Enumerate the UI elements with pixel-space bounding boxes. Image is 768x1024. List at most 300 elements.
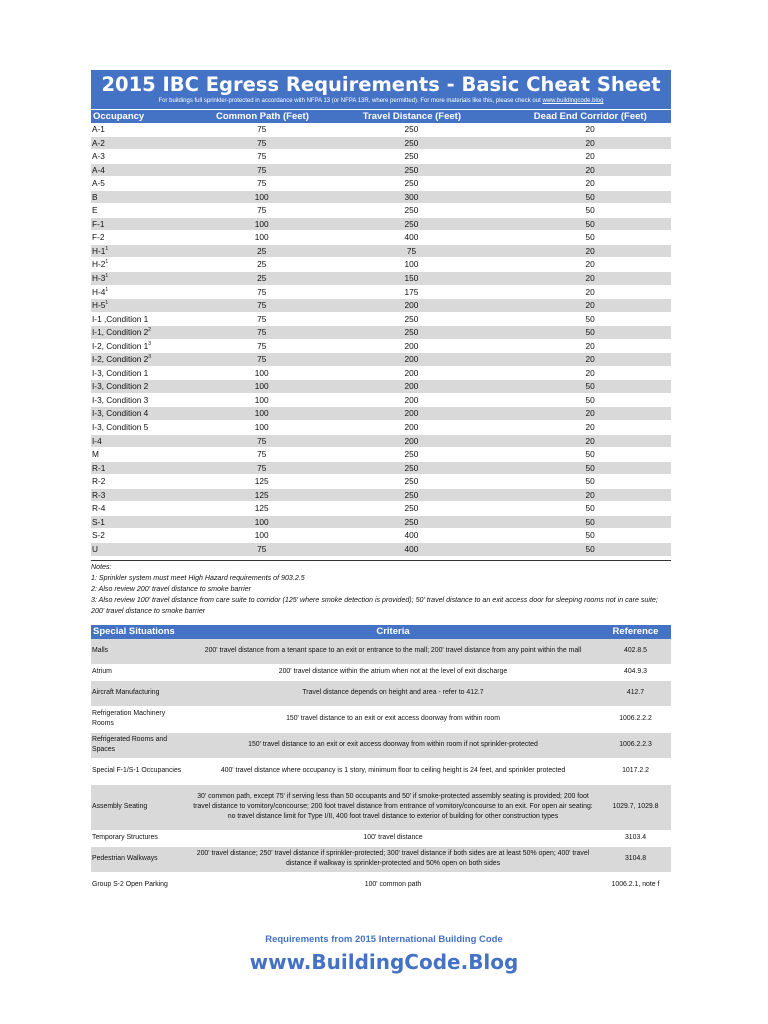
common-path-cell [210, 231, 314, 244]
dead-end-cell-text: 20 [585, 300, 595, 311]
occupancy-cell-text: F-1 [92, 218, 105, 229]
travel-distance-cell-text: 250 [404, 178, 419, 189]
table-row [91, 191, 671, 205]
occupancy-cell-text: H-1 [92, 245, 106, 256]
special-table-body [91, 639, 671, 899]
footer-source: Requirements from 2015 International Building Code [265, 934, 503, 945]
occupancy-cell [91, 529, 210, 542]
special-row [91, 831, 671, 847]
dead-end-cell-text: 50 [585, 381, 595, 392]
common-path-cell-text: 75 [257, 137, 267, 148]
dead-end-cell [509, 204, 671, 217]
common-path-cell [210, 448, 314, 461]
common-path-cell-text: 75 [257, 124, 267, 134]
common-path-cell [210, 245, 314, 258]
common-path-cell [210, 123, 314, 136]
dead-end-cell-text: 50 [585, 205, 595, 216]
dead-end-cell-text: 20 [585, 178, 595, 189]
travel-distance-cell-text: 175 [404, 286, 419, 297]
dead-end-cell-text: 20 [585, 273, 595, 284]
table-row [91, 489, 671, 503]
title-bar [91, 70, 671, 109]
dead-end-cell-text: 20 [585, 367, 595, 378]
dead-end-cell [509, 502, 671, 515]
dead-end-cell [509, 272, 671, 285]
common-path-cell [210, 421, 314, 434]
situation-cell: Assembly Seating [92, 803, 148, 810]
occupancy-cell-text: I-3, Condition 2 [92, 381, 149, 392]
dead-end-cell-text: 20 [585, 408, 595, 419]
travel-distance-cell-text: 250 [404, 516, 419, 527]
dead-end-cell-text: 50 [585, 503, 595, 514]
dead-end-cell-text: 20 [585, 340, 595, 351]
travel-distance-cell-text: 250 [404, 137, 419, 148]
travel-distance-cell [314, 529, 510, 542]
occupancy-cell [91, 407, 210, 420]
table-row [91, 286, 671, 300]
occupancy-cell [91, 380, 210, 393]
table-row [91, 164, 671, 178]
travel-distance-cell [314, 123, 510, 136]
criteria-cell: 30' common path, except 75' if serving less than 50 occupants and 50' if smoke-protected assembly seating is provided; 200 foot travel distance to vomitory/concourse; 200 foot travel distance from entrance of vomitory/concourse to an exit. For open air seating: no travel distance limit for Type I/II, 400 foot travel distance to exterior of building for other construction types [193, 793, 593, 820]
dead-end-cell [509, 394, 671, 407]
travel-distance-cell [314, 475, 510, 488]
travel-distance-cell-text: 200 [404, 354, 419, 365]
dead-end-cell [509, 475, 671, 488]
table-row [91, 448, 671, 462]
footnote-marker: 1 [105, 286, 109, 293]
situation-cell: Group S-2 Open Parking [92, 881, 168, 888]
table-row [91, 529, 671, 543]
travel-distance-cell [314, 191, 510, 204]
dead-end-cell-text: 50 [585, 476, 595, 487]
travel-distance-cell [314, 380, 510, 393]
occupancy-cell [91, 299, 210, 312]
criteria-cell: Travel distance depends on height and area - refer to 412.7 [302, 689, 484, 696]
reference-cell: 1017.2.2 [622, 767, 649, 774]
notes [91, 560, 671, 617]
note-2: 2: Also review 200' travel distance to smoke barrier [91, 584, 251, 593]
reference-cell: 3103.4 [624, 834, 647, 841]
common-path-cell-text: 100 [254, 367, 269, 378]
occupancy-cell [91, 394, 210, 407]
dead-end-cell-text: 20 [585, 259, 595, 270]
travel-distance-cell-text: 400 [404, 543, 419, 554]
occupancy-cell-text: U [92, 543, 98, 554]
dead-end-cell-text: 20 [585, 489, 595, 500]
dead-end-cell-text: 50 [585, 313, 595, 324]
common-path-cell-text: 75 [257, 435, 267, 446]
col-occupancy: Occupancy [93, 111, 145, 122]
travel-distance-cell [314, 394, 510, 407]
reference-cell: 404.9.3 [624, 668, 647, 675]
occupancy-cell-text: I-1, Condition 2 [92, 327, 149, 338]
occupancy-cell [91, 204, 210, 217]
occupancy-cell [91, 191, 210, 204]
occupancy-cell-text: R-2 [92, 476, 106, 487]
dead-end-cell-text: 50 [585, 394, 595, 405]
travel-distance-cell-text: 200 [404, 367, 419, 378]
note-1: 1: Sprinkler system must meet High Hazard requirements of 903.2.5 [91, 573, 305, 582]
table-row [91, 177, 671, 191]
dead-end-cell [509, 421, 671, 434]
travel-distance-cell-text: 200 [404, 408, 419, 419]
occupancy-cell-text: H-2 [92, 259, 106, 270]
reference-cell: 402.8.5 [624, 647, 647, 654]
table-row [91, 367, 671, 381]
dead-end-cell-text: 20 [585, 422, 595, 433]
dead-end-cell-text: 20 [585, 137, 595, 148]
travel-distance-cell [314, 326, 510, 339]
table-row [91, 137, 671, 151]
criteria-cell: 100' common path [364, 881, 422, 888]
occupancy-cell-text: R-1 [92, 462, 106, 473]
travel-distance-cell [314, 258, 510, 271]
col-reference: Reference [612, 625, 659, 637]
dead-end-cell-text: 50 [585, 327, 595, 338]
common-path-cell [210, 191, 314, 204]
occupancy-cell [91, 245, 210, 258]
common-path-cell-text: 25 [257, 259, 267, 270]
notes-heading: Notes: [91, 562, 112, 571]
occupancy-cell-text: I-3, Condition 5 [92, 422, 149, 433]
dead-end-cell-text: 50 [585, 191, 595, 202]
dead-end-cell [509, 218, 671, 231]
common-path-cell [210, 299, 314, 312]
occupancy-cell-text: I-4 [92, 435, 102, 446]
occupancy-cell-text: S-2 [92, 530, 105, 541]
special-row [91, 847, 671, 873]
common-path-cell [210, 407, 314, 420]
table-row [91, 353, 671, 367]
footnote-marker: 3 [148, 354, 152, 361]
occupancy-cell [91, 340, 210, 353]
occupancy-cell [91, 421, 210, 434]
dead-end-cell [509, 258, 671, 271]
col-criteria: Criteria [376, 625, 410, 637]
travel-distance-cell [314, 177, 510, 190]
common-path-cell [210, 137, 314, 150]
dead-end-cell-text: 20 [585, 354, 595, 365]
travel-distance-cell-text: 200 [404, 340, 419, 351]
subtitle [91, 97, 671, 106]
situation-cell: Refrigeration Machinery Rooms [92, 710, 166, 727]
dead-end-cell-text: 50 [585, 462, 595, 473]
common-path-cell [210, 516, 314, 529]
common-path-cell-text: 100 [254, 218, 269, 229]
dead-end-cell [509, 543, 671, 556]
occupancy-cell-text: I-1 ,Condition 1 [92, 313, 149, 324]
occupancy-cell-text: E [92, 205, 98, 216]
occupancy-cell [91, 543, 210, 556]
dead-end-cell [509, 435, 671, 448]
occupancy-cell [91, 489, 210, 502]
table-row [91, 502, 671, 516]
common-path-cell-text: 100 [254, 381, 269, 392]
col-dead-end: Dead End Corridor (Feet) [533, 111, 647, 122]
travel-distance-cell-text: 100 [404, 259, 419, 270]
occupancy-cell-text: A-2 [92, 137, 105, 148]
egress-table-body [91, 123, 671, 557]
occupancy-cell [91, 123, 210, 136]
table-row [91, 326, 671, 340]
travel-distance-cell-text: 200 [404, 422, 419, 433]
special-row [91, 733, 671, 759]
travel-distance-cell [314, 150, 510, 163]
common-path-cell-text: 125 [254, 476, 269, 487]
dead-end-cell [509, 448, 671, 461]
common-path-cell-text: 75 [257, 164, 267, 175]
travel-distance-cell [314, 421, 510, 434]
occupancy-cell-text: A-1 [92, 124, 105, 134]
occupancy-cell [91, 448, 210, 461]
occupancy-cell [91, 286, 210, 299]
travel-distance-cell-text: 250 [404, 327, 419, 338]
situation-cell: Pedestrian Walkways [92, 855, 158, 862]
criteria-cell: 200' travel distance within the atrium when not at the level of exit discharge [278, 668, 508, 675]
common-path-cell [210, 150, 314, 163]
common-path-cell-text: 25 [257, 273, 267, 284]
occupancy-cell [91, 435, 210, 448]
travel-distance-cell-text: 250 [404, 503, 419, 514]
footer-website[interactable]: www.BuildingCode.Blog [249, 950, 519, 974]
common-path-cell-text: 100 [254, 530, 269, 541]
dead-end-cell [509, 462, 671, 475]
table-row [91, 258, 671, 272]
common-path-cell [210, 543, 314, 556]
dead-end-cell-text: 20 [585, 151, 595, 162]
common-path-cell-text: 125 [254, 489, 269, 500]
footnote-marker: 1 [105, 300, 109, 307]
travel-distance-cell-text: 200 [404, 300, 419, 311]
travel-distance-cell-text: 250 [404, 449, 419, 460]
common-path-cell-text: 75 [257, 300, 267, 311]
common-path-cell [210, 286, 314, 299]
travel-distance-cell [314, 448, 510, 461]
dead-end-cell [509, 245, 671, 258]
travel-distance-cell [314, 164, 510, 177]
dead-end-cell [509, 123, 671, 136]
common-path-cell-text: 100 [254, 408, 269, 419]
travel-distance-cell [314, 407, 510, 420]
occupancy-cell [91, 475, 210, 488]
common-path-cell-text: 25 [257, 245, 267, 256]
dead-end-cell [509, 407, 671, 420]
travel-distance-cell [314, 204, 510, 217]
common-path-cell-text: 100 [254, 394, 269, 405]
common-path-cell-text: 75 [257, 327, 267, 338]
special-row [91, 681, 671, 707]
travel-distance-cell [314, 245, 510, 258]
common-path-cell [210, 475, 314, 488]
egress-table-header [91, 109, 671, 123]
dead-end-cell-text: 50 [585, 449, 595, 460]
occupancy-cell [91, 516, 210, 529]
common-path-cell [210, 380, 314, 393]
common-path-cell-text: 75 [257, 178, 267, 189]
travel-distance-cell-text: 400 [404, 530, 419, 541]
occupancy-cell-text: I-2, Condition 2 [92, 354, 149, 365]
common-path-cell-text: 125 [254, 503, 269, 514]
dead-end-cell [509, 516, 671, 529]
reference-cell: 1029.7, 1029.8 [612, 803, 659, 810]
occupancy-cell-text: A-4 [92, 164, 105, 175]
situation-cell: Aircraft Manufacturing [92, 689, 160, 696]
table-row [91, 272, 671, 286]
dead-end-cell [509, 164, 671, 177]
travel-distance-cell [314, 340, 510, 353]
dead-end-cell [509, 299, 671, 312]
special-row [91, 785, 671, 831]
common-path-cell [210, 326, 314, 339]
dead-end-cell [509, 313, 671, 326]
occupancy-cell-text: I-3, Condition 4 [92, 408, 149, 419]
occupancy-cell-text: H-5 [92, 300, 106, 311]
dead-end-cell [509, 489, 671, 502]
special-row [91, 759, 671, 785]
dead-end-cell [509, 177, 671, 190]
criteria-cell: 400' travel distance where occupancy is 1 story, minimum floor to ceiling height is 24 feet, and sprinkler protected [220, 767, 566, 774]
footnote-marker: 1 [105, 259, 109, 266]
dead-end-cell [509, 286, 671, 299]
common-path-cell-text: 75 [257, 462, 267, 473]
travel-distance-cell [314, 489, 510, 502]
table-row [91, 204, 671, 218]
common-path-cell [210, 164, 314, 177]
criteria-cell: 200' travel distance; 250' travel distance if sprinkler-protected; 300' travel distance if both sides are at least 50% open; 400' travel distance if walkway is sprinkler-protected and 50% open on both sides [196, 850, 590, 867]
dead-end-cell-text: 20 [585, 245, 595, 256]
dead-end-cell [509, 231, 671, 244]
special-table-header [91, 625, 671, 639]
dead-end-cell-text: 20 [585, 124, 595, 134]
occupancy-cell-text: A-3 [92, 151, 105, 162]
common-path-cell-text: 100 [254, 516, 269, 527]
travel-distance-cell-text: 250 [404, 462, 419, 473]
footnote-marker: 1 [105, 246, 109, 253]
table-row [91, 516, 671, 530]
special-row [91, 639, 671, 665]
occupancy-cell [91, 177, 210, 190]
col-common-path: Common Path (Feet) [215, 111, 309, 122]
occupancy-cell-text: S-1 [92, 516, 105, 527]
page-title: 2015 IBC Egress Requirements - Basic Cheat Sheet [101, 73, 661, 96]
travel-distance-cell [314, 231, 510, 244]
situation-cell: Atrium [92, 668, 112, 675]
travel-distance-cell-text: 250 [404, 489, 419, 500]
table-row [91, 245, 671, 259]
special-row [91, 707, 671, 733]
common-path-cell [210, 258, 314, 271]
situation-cell: Malls [92, 647, 109, 654]
table-row [91, 231, 671, 245]
common-path-cell-text: 100 [254, 422, 269, 433]
travel-distance-cell-text: 75 [406, 245, 417, 256]
dead-end-cell-text: 20 [585, 435, 595, 446]
common-path-cell [210, 462, 314, 475]
footnote-marker: 3 [148, 340, 152, 347]
criteria-cell: 150' travel distance to an exit or exit access doorway from within room if not sprinkler-protected [248, 741, 538, 748]
common-path-cell-text: 100 [254, 191, 269, 202]
dead-end-cell-text: 20 [585, 286, 595, 297]
occupancy-cell [91, 218, 210, 231]
occupancy-cell-text: M [92, 449, 99, 460]
occupancy-cell [91, 137, 210, 150]
common-path-cell-text: 75 [257, 151, 267, 162]
occupancy-cell-text: R-4 [92, 503, 106, 514]
travel-distance-cell-text: 200 [404, 435, 419, 446]
travel-distance-cell [314, 516, 510, 529]
reference-cell: 1006.2.2.2 [619, 715, 652, 722]
travel-distance-cell [314, 313, 510, 326]
table-row [91, 394, 671, 408]
special-row [91, 873, 671, 899]
dead-end-cell-text: 50 [585, 218, 595, 229]
occupancy-cell-text: I-3, Condition 3 [92, 394, 149, 405]
occupancy-cell-text: I-2, Condition 1 [92, 340, 149, 351]
travel-distance-cell-text: 150 [404, 273, 419, 284]
dead-end-cell [509, 353, 671, 366]
travel-distance-cell [314, 353, 510, 366]
travel-distance-cell-text: 200 [404, 381, 419, 392]
table-row [91, 462, 671, 476]
travel-distance-cell [314, 218, 510, 231]
reference-cell: 412.7 [626, 689, 645, 696]
col-travel-distance: Travel Distance (Feet) [362, 111, 461, 122]
travel-distance-cell [314, 286, 510, 299]
common-path-cell [210, 177, 314, 190]
dead-end-cell [509, 191, 671, 204]
travel-distance-cell-text: 400 [404, 232, 419, 243]
travel-distance-cell-text: 250 [404, 205, 419, 216]
dead-end-cell [509, 529, 671, 542]
common-path-cell [210, 218, 314, 231]
common-path-cell [210, 313, 314, 326]
occupancy-cell [91, 502, 210, 515]
table-row [91, 407, 671, 421]
dead-end-cell-text: 50 [585, 516, 595, 527]
travel-distance-cell [314, 462, 510, 475]
occupancy-cell [91, 258, 210, 271]
travel-distance-cell [314, 299, 510, 312]
occupancy-cell-text: I-3, Condition 1 [92, 367, 149, 378]
common-path-cell-text: 75 [257, 340, 267, 351]
travel-distance-cell [314, 272, 510, 285]
dead-end-cell [509, 340, 671, 353]
occupancy-cell [91, 272, 210, 285]
travel-distance-cell-text: 250 [404, 124, 419, 134]
table-row [91, 299, 671, 313]
special-row [91, 665, 671, 681]
travel-distance-cell-text: 250 [404, 218, 419, 229]
subtitle-text: For buildings full sprinkler-protected in accordance with NFPA 13 (or NFPA 13R, where permitted). For more materials like this, please check out [158, 98, 543, 104]
special-situations-table [91, 625, 671, 899]
dead-end-cell-text: 50 [585, 530, 595, 541]
common-path-cell-text: 75 [257, 205, 267, 216]
situation-cell: Temporary Structures [92, 834, 158, 841]
table-row [91, 218, 671, 232]
subtitle-link[interactable]: www.buildingcode.blog [542, 98, 604, 104]
travel-distance-cell-text: 250 [404, 151, 419, 162]
travel-distance-cell-text: 200 [404, 394, 419, 405]
common-path-cell-text: 75 [257, 354, 267, 365]
common-path-cell [210, 502, 314, 515]
reference-cell: 3104.8 [624, 855, 647, 862]
occupancy-cell [91, 150, 210, 163]
dead-end-cell [509, 367, 671, 380]
dead-end-cell [509, 326, 671, 339]
reference-cell: 1006.2.1, note f [611, 881, 660, 888]
common-path-cell [210, 353, 314, 366]
